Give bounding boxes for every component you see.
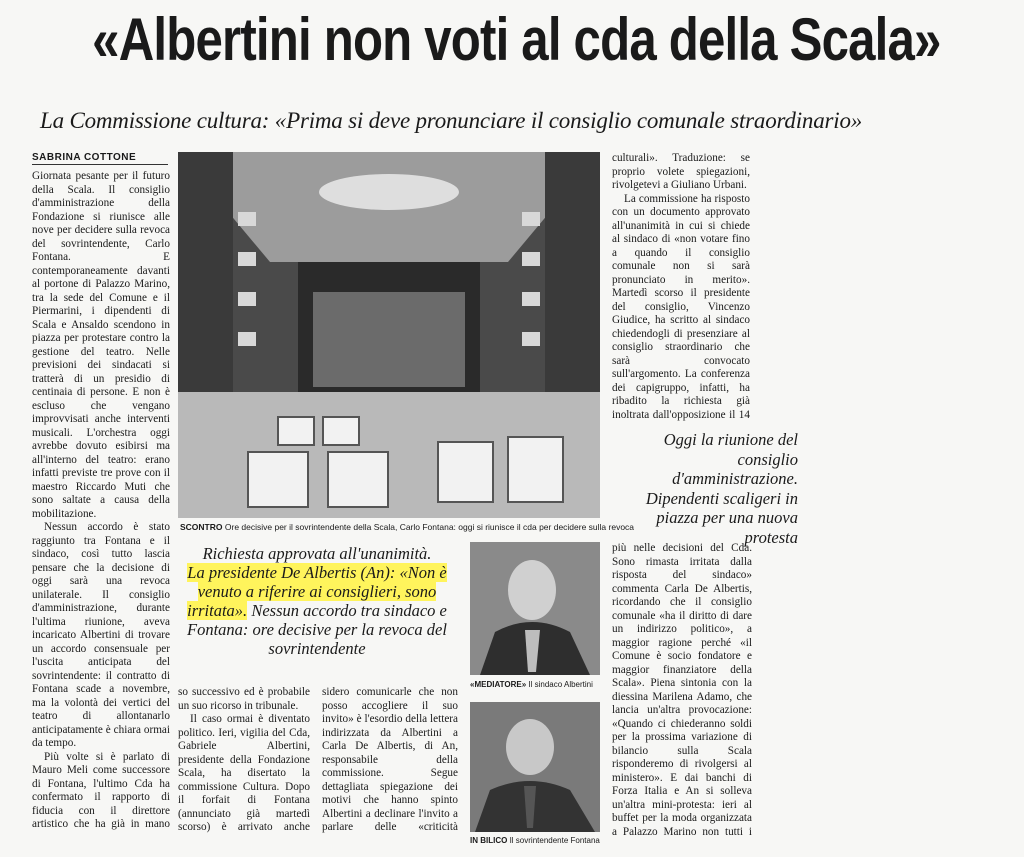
mediatore-caption [470, 680, 593, 689]
caption-text: Il sindaco Albertini [528, 680, 593, 689]
photo-caption [180, 522, 635, 532]
pull-quote: Oggi la riunione del consiglio d'amministrazione. Dipendenti scaligeri in piazza per una nuova protesta [645, 430, 798, 547]
caption-tag: «MEDIATORE» [470, 680, 527, 689]
fontana-photo [470, 702, 600, 832]
byline: SABRINA COTTONE [32, 152, 168, 165]
paragraph: Il caso ormai è diventato politico. Ieri, vigilia del Cda, Gabriele Albertini, presidente della Fondazione Scala, ha disertato la commissione Cultura. Dopo il forfait di Fontana (annunciato già martedì scorso) è arrivato anche [178, 713, 310, 833]
caption-tag: IN BILICO [470, 836, 508, 845]
theatre-photo [178, 152, 600, 518]
paragraph: La commissione ha risposto con un documento approvato all'unanimità in cui si chiede al sindaco di «non votare fino a quando il consiglio comunale non si sarà pronunciato in merito». Martedì scorso il presidente del consiglio, Vincenzo Giudice, ha scritto al sindaco chiedendogli di presenziare al consiglio straordinario che sarà convocato sull'argomento. La conferenza dei capigruppo, infatti, ha ribadito la richiesta già inoltrata dall'opposizione il 14 [612, 192, 750, 421]
column-4-top [612, 152, 750, 422]
sidebox-rest: Nessun accordo tra sindaco e Fontana: ore decisive per la revoca del sovrintendente [187, 601, 447, 658]
headline: «Albertini non voti al cda della Scala» [92, 6, 941, 73]
highlighted-quote: La presidente De Albertis (An): «Non è venuto a riferire ai consiglieri, sono irritata». [187, 563, 447, 620]
subheadline: La Commissione cultura: «Prima si deve pronunciare il consiglio comunale straordinario» [40, 108, 863, 133]
paragraph: Giornata pesante per il futuro della Scala. Il consiglio d'amministrazione della Fondazione si riunisce alle nove per decidere sulla revoca del sovrintendente, Carlo Fontana. E contemporaneamente davanti al portone di Palazzo Marino, tra la sede del Comune e il Piermarini, i dipendenti di Scala e Ansaldo scendono in piazza per protestare contro la gestione del teatro. Nelle previsioni dei sindacati si tratterà di un presidio di centinaia di persone. E non è escluso che vengano improvvisati anche interventi musicali. L'orchestra oggi avrebbe dovuto esibirsi ma all'interno del teatro: erano infatti previste tre prove con il maestro Riccardo Muti che sono saltate a causa della mobilitazione. [32, 170, 170, 520]
sidebox-line1: Richiesta approvata all'unanimità. [202, 544, 432, 563]
column-4-bottom [612, 542, 752, 837]
caption-text: Ore decisive per il sovrintendente della Scala, Carlo Fontana: oggi si riunisce il cda per decidere sulla revoca [224, 522, 635, 532]
paragraph: so successivo ed è probabile un suo ricorso in tribunale. [178, 686, 310, 712]
paragraph: sidero comunicarle che non posso accogliere il suo invito» è l'esordio della lettera indirizzata da Albertini a Carla De Albertis, di An, responsabile della commissione. Segue dettagliata spiegazione dei motivi che hanno spinto Albertini a declinare l'invito a parlare delle «criticità [322, 686, 458, 833]
column-2-bottom [178, 686, 310, 836]
bilico-caption [470, 836, 600, 845]
highlight-box [178, 544, 456, 658]
paragraph: più nelle decisioni del Cda. Sono rimasta irritata dalla risposta del sindaco» commenta Carla De Albertis, ricordando che il consiglio comunale «ha il diritto di dare un indirizzo politico», a maggior ragione perché «il Comune è socio fondatore e maggior finanziatore della Scala». Piena sintonia con la diessina Marilena Adamo, che lancia un'altra provocazione: «Quando ci chiederanno soldi per la prossima variazione di bilancio sulla Scala risponderemo di rivolgersi al ministero». E dai banchi di Forza Italia e An si solleva un'altra mini-protesta: ieri al buffet per la moda organizzata a Palazzo Marino non tutti i [612, 542, 752, 837]
paragraph: culturali». Traduzione: se proprio volete spiegazioni, rivolgetevi a Giuliano Urbani. [612, 152, 750, 191]
column-3-bottom [322, 686, 458, 836]
albertini-photo [470, 542, 600, 675]
column-1 [32, 170, 170, 830]
caption-text: Il sovrintendente Fontana [509, 836, 600, 845]
paragraph: Nessun accordo è stato raggiunto tra Fontana e il sindaco, così tutto lascia pensare che la decisione di oggi sarà una revoca unilaterale. Il consiglio d'amministrazione, durante l'ultima riunione, aveva incaricato Albertini di trovare un accordo consensuale per l'uscita anticipata del sovrintendente: il contratto di Fontana scade a novembre, ma la volontà dei vertici del teatro di allontanarlo anticipatamente è chiara ormai da tempo. [32, 521, 170, 749]
paragraph: Più volte si è parlato di Mauro Meli come successore di Fontana, l'ultimo Cda ha confermato il rapporto di fiducia con il direttore artistico che ha già in mano [32, 750, 170, 830]
caption-tag: SCONTRO [180, 522, 223, 532]
